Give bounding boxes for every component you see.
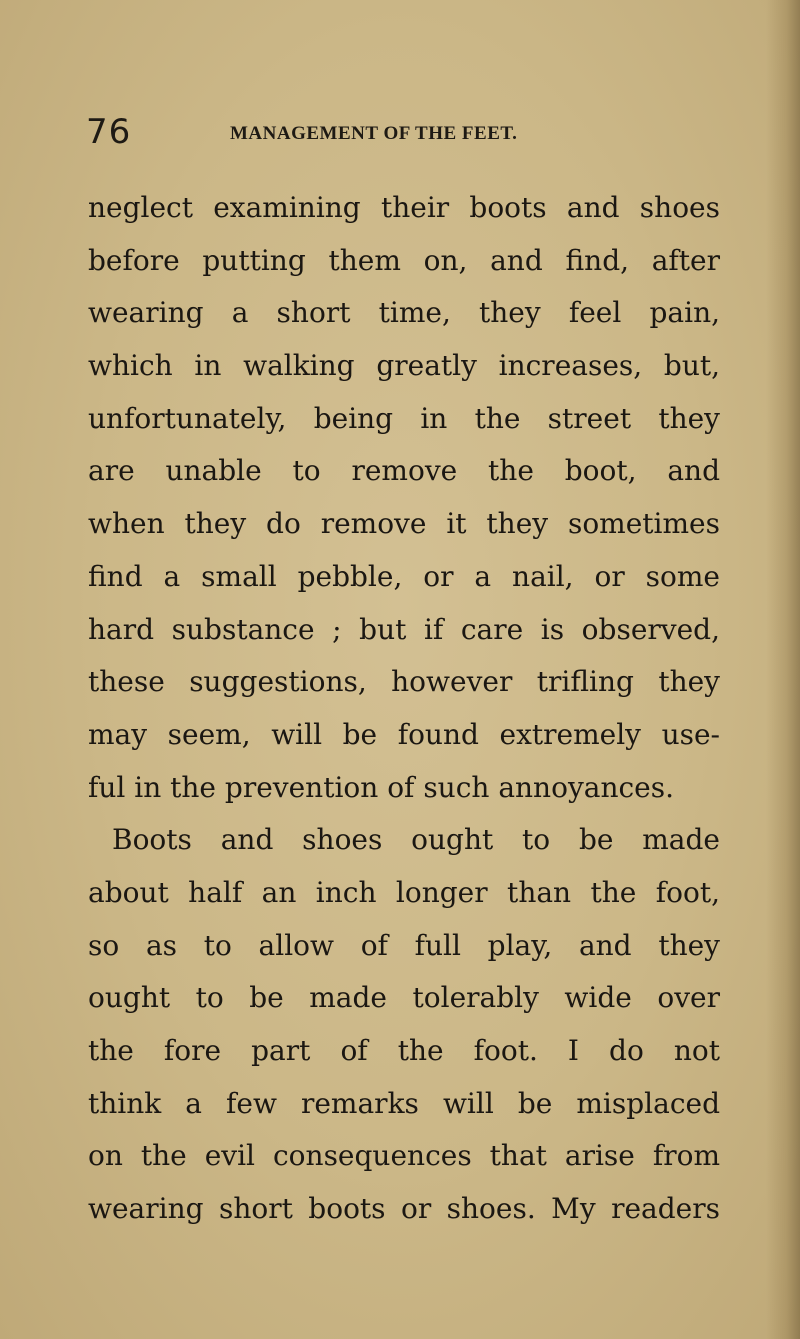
text-line: so as to allow of full play, and they bbox=[88, 928, 720, 962]
text-line: ought to be made tolerably wide over bbox=[88, 981, 720, 1015]
text-line: hard substance ; but if care is observed, bbox=[88, 612, 720, 646]
text-line: the fore part of the foot. I do not bbox=[88, 1034, 720, 1067]
page-header bbox=[86, 112, 746, 156]
text-line: wearing a short time, they feel pain, bbox=[88, 296, 720, 330]
text-line: before putting them on, and find, after bbox=[88, 243, 720, 277]
text-line: find a small pebble, or a nail, or some bbox=[88, 559, 720, 593]
text-line: neglect examining their boots and shoes bbox=[88, 191, 720, 224]
text-line: Boots and shoes ought to be made bbox=[112, 823, 720, 857]
text-line: wearing short boots or shoes. My readers bbox=[88, 1192, 720, 1226]
text-line: are unable to remove the boot, and bbox=[88, 454, 720, 488]
text-line: think a few remarks will be misplaced bbox=[88, 1086, 720, 1120]
text-line: which in walking greatly increases, but, bbox=[88, 349, 720, 383]
page-number: 76 bbox=[86, 112, 132, 152]
text-line: unfortunately, being in the street they bbox=[88, 401, 720, 435]
text-line: about half an inch longer than the foot, bbox=[88, 875, 720, 909]
text-line: when they do remove it they sometimes bbox=[88, 507, 720, 541]
text-line: on the evil consequences that arise from bbox=[88, 1139, 720, 1173]
text-line: these suggestions, however trifling they bbox=[88, 665, 720, 699]
text-line: may seem, will be found extremely use- bbox=[88, 717, 720, 751]
running-title: MANAGEMENT OF THE FEET. bbox=[230, 123, 518, 144]
page-edge-shadow bbox=[766, 0, 800, 1339]
text-line: ful in the prevention of such annoyances. bbox=[88, 770, 675, 804]
body-text bbox=[88, 182, 720, 1236]
